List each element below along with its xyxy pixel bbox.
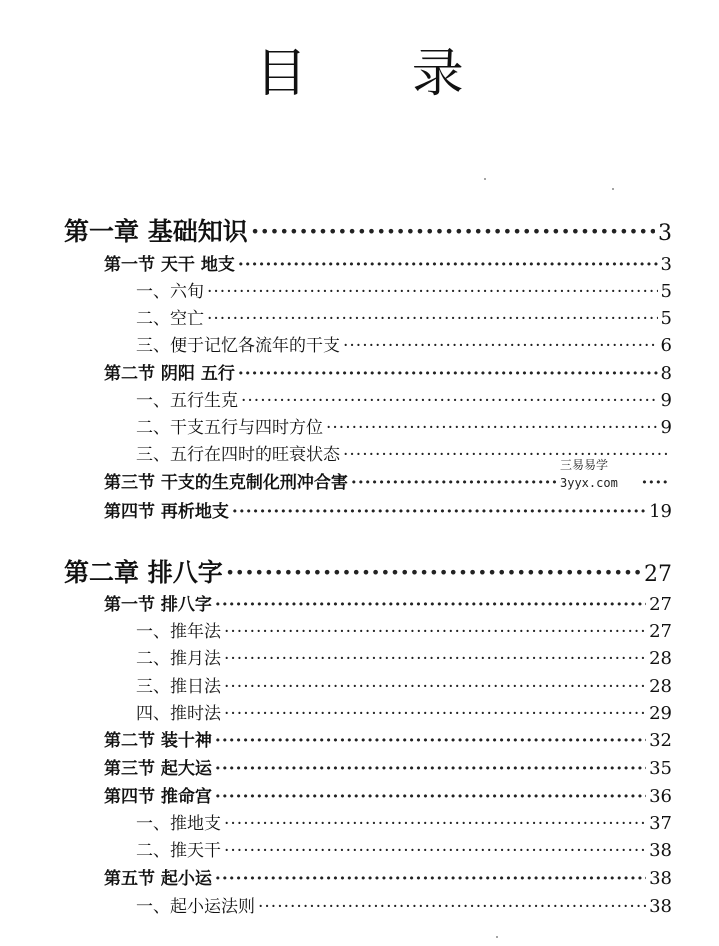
section-title: 第三节 起大运 [104,759,212,779]
dot-leader [224,841,646,861]
toc-section [104,590,672,615]
toc-item [136,304,672,329]
dot-leader [232,502,646,522]
watermark-text: 三易易学 [560,458,609,472]
page-number: 37 [649,813,672,834]
item-title: 一、推年法 [136,622,221,642]
page-number: 35 [649,758,672,779]
dot-leader [224,622,646,642]
item-title: 二、推月法 [136,649,221,669]
section-title: 第五节 起小运 [104,869,212,889]
scan-speck [612,188,614,190]
page-title: 目 录 [255,44,508,104]
item-title: 一、五行生克 [136,391,238,411]
item-title: 三、推日法 [136,677,221,697]
page-number: 29 [649,703,672,724]
toc-section [104,864,672,889]
dot-leader [215,731,646,751]
page-number: 5 [660,281,672,302]
page-number: 38 [649,840,672,861]
section-title: 第一节 天干 地支 [104,255,235,275]
toc-item [136,672,672,697]
page-number: 6 [660,335,672,356]
item-title: 三、便于记忆各流年的干支 [136,336,340,356]
page-number: 28 [649,676,672,697]
toc-item [136,836,672,861]
page-number: 3 [658,221,672,246]
watermark-url: 3yyx.com [560,476,618,490]
dot-leader [215,787,646,807]
dot-leader [224,704,646,724]
toc-item [136,699,672,724]
item-title: 一、推地支 [136,814,221,834]
dot-leader [258,897,646,917]
toc-item [136,617,672,642]
item-title: 二、干支五行与四时方位 [136,418,323,438]
dot-leader [207,282,658,302]
chapter-title: 第一章 基础知识 [64,217,248,246]
toc-item [136,331,672,356]
toc-section [104,726,672,751]
toc-section [104,754,672,779]
page-number: 27 [644,562,672,587]
dot-leader [238,364,658,384]
toc-item [136,809,672,834]
dot-leader [224,649,646,669]
scan-speck [484,178,486,180]
dot-leader [224,677,646,697]
toc-item [136,413,672,438]
page-number: 8 [660,363,672,384]
watermark [560,456,640,492]
section-title: 第一节 排八字 [104,595,212,615]
toc-chapter-1 [64,212,672,248]
page-number: 36 [649,786,672,807]
section-title: 第四节 推命宫 [104,787,212,807]
toc-section [104,250,672,275]
page-number: 3 [660,254,672,275]
item-title: 四、推时法 [136,704,221,724]
item-title: 二、推天干 [136,841,221,861]
page-number: 38 [649,868,672,889]
dot-leader [241,391,658,411]
item-title: 三、五行在四时的旺衰状态 [136,445,340,465]
dot-leader [238,255,658,275]
section-title: 第三节 干支的生克制化刑冲合害 [104,473,348,493]
page-number: 38 [649,896,672,917]
toc-item [136,892,672,917]
toc-item [136,386,672,411]
toc-section [104,359,672,384]
dot-leader [326,418,658,438]
item-title: 一、起小运法则 [136,897,255,917]
dot-leader [207,309,658,329]
page-number: 28 [649,648,672,669]
toc-item [136,277,672,302]
toc-item [136,644,672,669]
page-number: 27 [649,594,672,615]
item-title: 一、六旬 [136,282,204,302]
dot-leader [215,595,646,615]
page-number: 19 [649,501,672,522]
scan-speck [496,936,498,938]
dot-leader [343,336,658,356]
dot-leader [251,217,655,246]
dot-leader [226,558,641,587]
toc-chapter-2 [64,553,672,589]
page-number: 9 [660,390,672,411]
chapter-title: 第二章 排八字 [64,558,223,587]
toc-section [104,497,672,522]
section-title: 第二节 阴阳 五行 [104,364,235,384]
dot-leader [215,759,646,779]
page-number: 32 [649,730,672,751]
toc-section [104,782,672,807]
page-number: 5 [660,308,672,329]
page-number: 9 [660,417,672,438]
page-number: 27 [649,621,672,642]
dot-leader [215,869,646,889]
item-title: 二、空亡 [136,309,204,329]
section-title: 第二节 装十神 [104,731,212,751]
section-title: 第四节 再析地支 [104,502,229,522]
dot-leader [224,814,646,834]
